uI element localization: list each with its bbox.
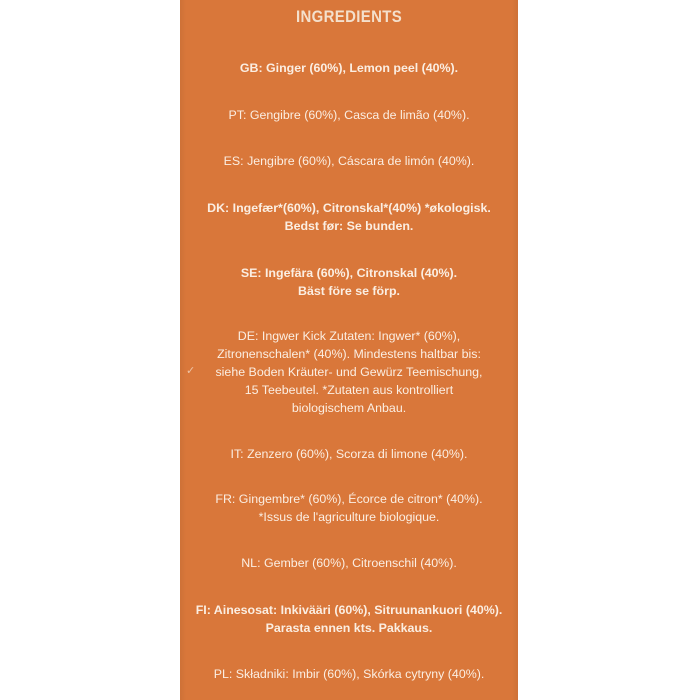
entry-line: *Issus de l'agriculture biologique.	[258, 510, 440, 524]
entry-line: 15 Teebeutel. *Zutaten aus kontrolliert	[244, 383, 454, 397]
ingredients-title: INGREDIENTS	[295, 7, 403, 26]
entry-line: FR: Gingembre* (60%), Écorce de citron* (40%).	[215, 492, 483, 506]
entry-line: ES: Jengibre (60%), Cáscara de limón (40%).	[223, 154, 475, 168]
entry-line: IT: Zenzero (60%), Scorza di limone (40%).	[230, 447, 468, 461]
entry-fr	[180, 490, 518, 526]
entry-line: NL: Gember (60%), Citroenschil (40%).	[241, 556, 457, 570]
entry-fi	[180, 601, 518, 637]
entry-it	[180, 445, 518, 463]
entry-se	[180, 264, 518, 300]
entry-line: PL: Składniki: Imbir (60%), Skórka cytryny (40%).	[213, 667, 485, 681]
entry-dk	[180, 199, 518, 235]
entry-line: FI: Ainesosat: Inkivääri (60%), Sitruunankuori (40%).	[195, 603, 503, 617]
entry-line: SE: Ingefära (60%), Citronskal (40%).	[240, 266, 458, 280]
entry-line: DE: Ingwer Kick Zutaten: Ingwer* (60%),	[237, 329, 461, 343]
entry-es	[180, 152, 518, 170]
entry-line: Bedst før: Se bunden.	[284, 219, 414, 233]
entry-line: DK: Ingefær*(60%), Citronskal*(40%) *økologisk.	[207, 201, 491, 215]
entry-de	[180, 327, 518, 417]
entry-line: biologischem Anbau.	[291, 401, 407, 415]
entry-gb	[180, 59, 518, 77]
ingredients-panel	[180, 0, 518, 700]
entry-line: Parasta ennen kts. Pakkaus.	[265, 621, 433, 635]
entry-line: siehe Boden Kräuter- und Gewürz Teemischung,	[215, 365, 483, 379]
entry-pt	[180, 106, 518, 124]
entry-pl	[180, 665, 518, 683]
entry-line: Zitronenschalen* (40%). Mindestens haltbar bis:	[217, 347, 481, 361]
tick-mark-icon: ✓	[186, 365, 196, 377]
entry-nl	[180, 554, 518, 572]
entry-line: Bäst före se förp.	[298, 284, 400, 298]
entry-line: GB: Ginger (60%), Lemon peel (40%).	[239, 61, 459, 75]
entry-line: PT: Gengibre (60%), Casca de limão (40%).	[228, 108, 470, 122]
